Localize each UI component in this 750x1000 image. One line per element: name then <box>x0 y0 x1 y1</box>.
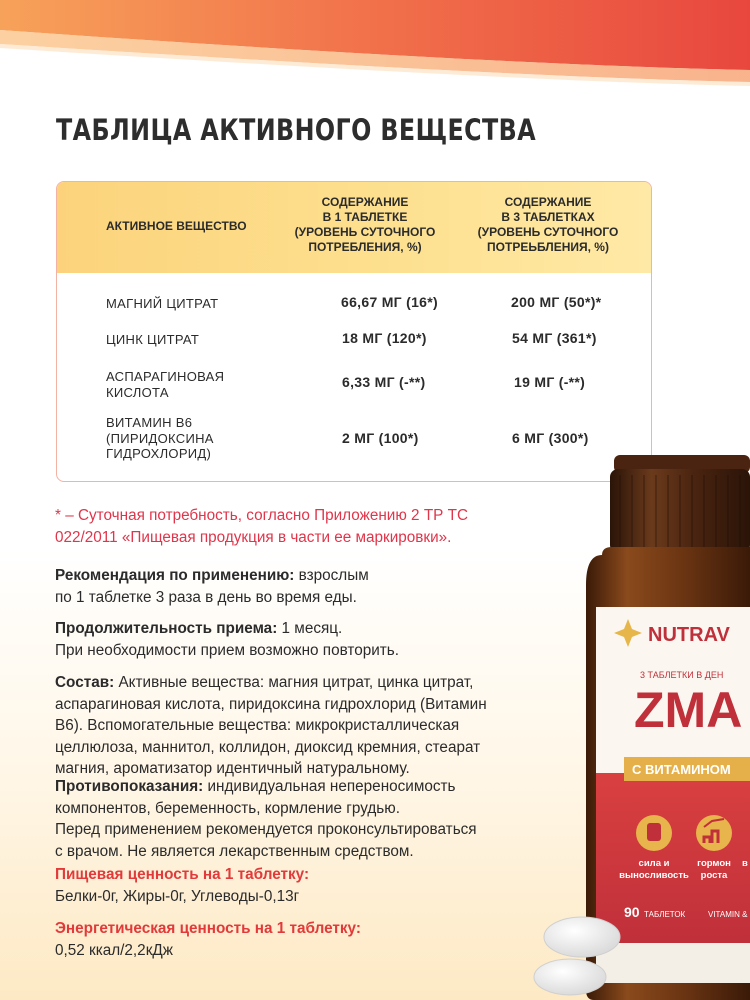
duration-block: Продолжительность приема: 1 месяц. При необходимости прием возможно повторить. <box>55 620 400 659</box>
energy-heading: Энергетическая ценность на 1 таблетку: <box>55 920 361 937</box>
nutrition-heading: Пищевая ценность на 1 таблетку: <box>55 866 310 883</box>
duration-label: Продолжительность приема: <box>55 620 278 637</box>
table-row-one: 6,33 МГ (-**) <box>342 374 426 390</box>
contraindications-label: Противопоказания: <box>55 778 204 795</box>
nutrition-block <box>55 864 309 907</box>
table-row-name: ЦИНК ЦИТРАТ <box>106 332 200 347</box>
tablet-icon <box>544 917 620 957</box>
nutrition-value: Белки-0г, Жиры-0г, Углеводы-0,13г <box>55 887 300 905</box>
svg-text:ТАБЛЕТОК: ТАБЛЕТОК <box>644 910 686 919</box>
product-subtitle: С ВИТАМИНОМ <box>632 762 731 777</box>
table-header <box>57 182 651 273</box>
header-one-tablet: СОДЕРЖАНИЕ В 1 ТАБЛЕТКЕ (УРОВЕНЬ СУТОЧНОГО ПОТРЕБЛЕНИЯ, %) <box>294 195 436 254</box>
recommendation-block: Рекомендация по применению: взрослым по 1 таблетке 3 раза в день во время еды. <box>55 567 369 606</box>
svg-text:роста: роста <box>700 870 728 881</box>
svg-text:выносливость: выносливость <box>619 870 689 881</box>
table-row-one: 18 МГ (120*) <box>342 330 427 346</box>
header-three-tablets: СОДЕРЖАНИЕ В 3 ТАБЛЕТКАХ (УРОВЕНЬ СУТОЧНОГО ПОТРЕЬБЛЕНИЯ, %) <box>477 195 619 254</box>
composition-label: Состав: <box>55 674 115 691</box>
table-row-three: 54 МГ (361*) <box>512 330 597 346</box>
product-count: 90 <box>624 904 640 920</box>
page-title: ТАБЛИЦА АКТИВНОГО ВЕЩЕСТВА <box>56 113 537 147</box>
footnote: * – Суточная потребность, согласно Приложению 2 ТР ТС 022/2011 «Пищевая продукция в части ее маркировки». <box>55 507 469 546</box>
product-name: ZMA <box>634 682 743 738</box>
table-row-one: 66,67 МГ (16*) <box>341 294 438 310</box>
table-row-three: 6 МГ (300*) <box>512 430 589 446</box>
table-row-name: МАГНИЙ ЦИТРАТ <box>106 296 219 311</box>
product-brand: NUTRAV <box>648 624 730 646</box>
composition-block: Состав: Активные вещества: магния цитрат, цинка цитрат, аспарагиновая кислота, пиридоксина гидрохлорид (Витамин В6). Вспомогательные вещества: микрокристаллическая целлюлоза, маннитол, коллидон, диоксид кремния, стеарат магния, ароматизатор идентичный натуральному. <box>55 674 487 777</box>
active-substance-table <box>56 181 652 482</box>
svg-text:сила и: сила и <box>638 858 670 869</box>
tablet-icon <box>534 959 606 995</box>
table-row-name: ВИТАМИН В6 (ПИРИДОКСИНА ГИДРОХЛОРИД) <box>106 415 214 461</box>
svg-text:гормон: гормон <box>697 858 731 869</box>
recommendation-label: Рекомендация по применению: <box>55 567 295 584</box>
table-row-three: 200 МГ (50*)* <box>511 294 602 310</box>
product-dose: 3 ТАБЛЕТКИ В ДЕН <box>640 670 724 680</box>
table-row-one: 2 МГ (100*) <box>342 430 419 446</box>
energy-block <box>55 918 361 961</box>
energy-value: 0,52 ккал/2,2кДж <box>55 941 173 959</box>
svg-text:в: в <box>742 858 748 869</box>
product-bottle <box>520 455 750 1000</box>
svg-text:VITAMIN &: VITAMIN & <box>708 910 748 919</box>
contraindications-block: Противопоказания: индивидуальная непереносимость компонентов, беременность, кормление грудью. Перед применением рекомендуется проконсультироваться с врачом. Не является лекарственным средством. <box>55 778 477 860</box>
top-banner <box>0 0 750 95</box>
table-row-three: 19 МГ (-**) <box>514 374 586 390</box>
table-row-name: АСПАРАГИНОВАЯ КИСЛОТА <box>106 369 225 400</box>
header-substance: АКТИВНОЕ ВЕЩЕСТВО <box>106 219 247 233</box>
